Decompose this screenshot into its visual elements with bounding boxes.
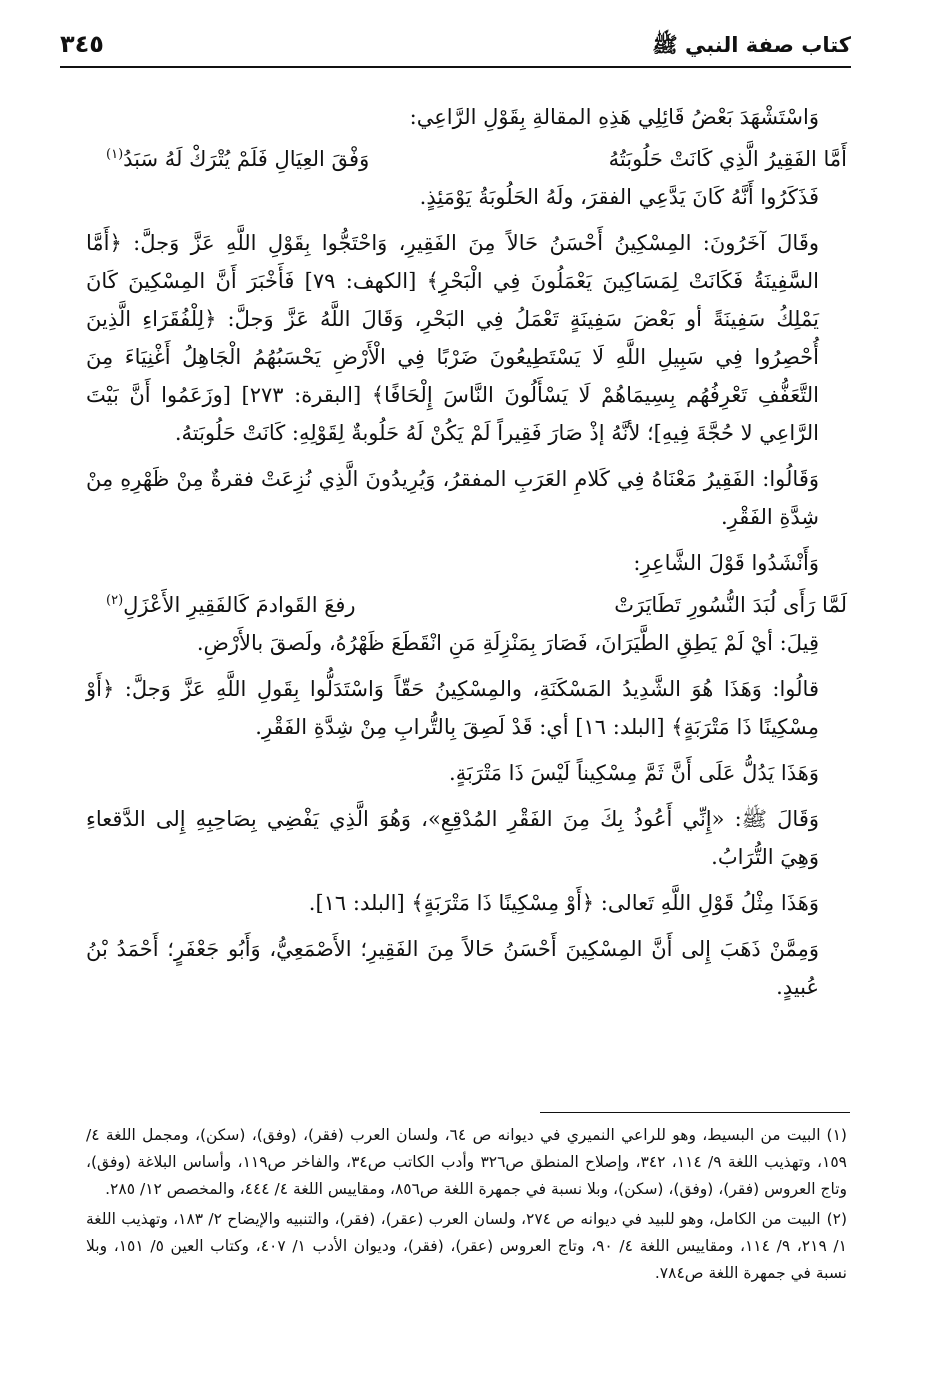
paragraph: وَأَنْشَدُوا قَوْلَ الشَّاعِرِ: [633,551,819,575]
paragraph: وَمِمَّنْ ذَهَبَ إِلى أَنَّ المِسْكِينَ أَحْسَنُ حَالاً مِنَ الفَقِيرِ؛ الأَصْمَعِيُّ، وَأَبُو جَعْفَرٍ؛ أَحْمَدُ بْنُ عُبيدٍ. [86,937,819,999]
paragraph: وَقَالَ ﷺ: «إِنِّي أَعُوذُ بِكَ مِنَ الفَقْرِ المُدْقِعِ»، وَهُوَ الَّذِي يَفْضِي بِصَاحِبِهِ إِلى الدَّقعاءِ وَهِيَ التُّرَابُ. [86,807,819,869]
footnote [86,1206,847,1287]
verse-text: وَفْقَ العِيَالِ فَلَمْ يُتْرَكْ لَهُ سَبَدُ [123,147,370,171]
paragraph: وَاسْتَشْهَدَ بَعْضُ قَائِلِي هَذِهِ المقالةِ بِقَوْلِ الرَّاعِي: [409,105,819,129]
paragraph: قالُوا: وَهَذَا هُوَ الشَّدِيدُ المَسْكَنَةِ، والمِسْكِينُ حَقّاً وَاسْتَدَلُّوا بِقَولِ اللَّهِ عَزَّ وَجلَّ: ﴿أَوْ مِسْكِينًا ذَا مَتْرَبَةٍ﴾ [البلد: ١٦] أي: قَدْ لَصِقَ بِالتُّرابِ مِنْ شِدَّةِ الفَقْرِ. [86,677,819,739]
footnote-number: (١) [826,1126,847,1144]
footnotes [86,1122,847,1290]
running-title: كتاب صفة النبي ﷺ [652,33,851,57]
paragraph: فَذَكَرُوا أَنَّهُ كَانَ يَدَّعِي الفقرَ، ولَهُ الحَلُوبَةُ يَوْمَئِذٍ. [419,185,819,209]
paragraph: وَهَذَا مِثْلُ قَوْلِ اللَّهِ تَعالى: ﴿أَوْ مِسْكِينًا ذَا مَتْرَبَةٍ﴾ [البلد: ١٦]. [308,891,819,915]
paragraph: وَهَذَا يَدُلُّ عَلَى أَنَّ ثَمَّ مِسْكِيناً لَيْسَ ذَا مَتْرَبَةٍ. [449,761,819,785]
poetry-verse [86,136,847,178]
verse-first-hemistich: أَمَّا الفَقِيرُ الَّذِي كَانَتْ حَلُوبَتُهُ [608,147,847,171]
verse-first-hemistich: لَمَّا رَأَى لُبَدَ النُّسُورِ تَطَايَرَتْ [614,593,847,617]
footnote-marker: (١) [106,147,124,162]
poetry-verse [86,582,847,624]
footnote [86,1122,847,1203]
footnote-text: البيت من البسيط، وهو للراعي النميري في ديوانه ص ٦٤، ولسان العرب (فقر)، (وفق)، (سكن)، ومجمل اللغة ٤/ ١٥٩، وتهذيب اللغة ٩/ ١١٤، ٣٤٢، وإصلاح المنطق ص٣٢٦ وأدب الكاتب ص٣٤، والفاخر ص١١٩، وأساس البلاغة (وفق)، وتاج العروس (فقر)، (وفق)، (سكن)، وبلا نسبة في جمهرة اللغة ص٨٥٦، ومقاييس اللغة ٤/ ٤٤٤، والمخصص ١٢/ ٢٨٥. [86,1126,847,1198]
verse-second-hemistich [106,136,369,178]
footnote-separator [540,1112,850,1113]
paragraph: قِيلَ: أيْ لَمْ يَطِقِ الطَّيَرَانَ، فَصَارَ بِمَنْزِلَةِ مَنِ انْقَطَعَ ظَهْرُهُ، ولَصقَ بالأَرْضِ. [196,631,819,655]
page-number: ٣٤٥ [60,30,104,58]
verse-second-hemistich [106,582,356,624]
page-header [60,26,851,68]
main-text [86,98,847,1006]
footnote-text: البيت من الكامل، وهو للبيد في ديوانه ص ٢٧٤، ولسان العرب (عقر)، (فقر)، والتنبيه والإيضاح ٢/ ١٨٣، وتهذيب اللغة ١/ ٢١٩، ٩/ ١١٤، ومقاييس اللغة ٤/ ٩٠، وتاج العروس (عقر)، (فقر)، وديوان الأدب ١/ ٤٠٧، وكتاب العين ٥/ ١٥١، وبلا نسبة في جمهرة اللغة ص٧٨٤. [86,1210,847,1282]
verse-text: رفعَ القَوادمَ كَالفَقِيرِ الأَعْزَلِ [123,593,356,617]
footnote-number: (٢) [826,1210,848,1228]
footnote-marker: (٢) [106,593,124,608]
paragraph: وقَالَ آخَرُونَ: المِسْكِينُ أَحْسَنُ حَالاً مِنَ الفَقِيرِ، وَاحْتَجُّوا بِقَوْلِ اللَّهِ عَزَّ وَجلَّ: ﴿أَمَّا السَّفِينَةُ فَكَانَتْ لِمَسَاكِينَ يَعْمَلُونَ فِي الْبَحْرِ﴾ [الكهف: ٧٩] فَأَخْبَرَ أَنَّ المِسْكِينَ كَانَ يَمْلِكُ سَفِينَةً أو بَعْضَ سَفِينَةٍ تَعْمَلُ فِي البَحْرِ، وَقَالَ اللَّهُ عَزَّ وَجلَّ: ﴿لِلْفُقَرَاءِ الَّذِينَ أُحْصِرُوا فِي سَبِيلِ اللَّهِ لَا يَسْتَطِيعُونَ ضَرْبًا فِي الْأَرْضِ يَحْسَبُهُمُ الْجَاهِلُ أَغْنِيَاءَ مِنَ التَّعَفُّفِ تَعْرِفُهُم بِسِيمَاهُمْ لَا يَسْأَلُونَ النَّاسَ إِلْحَافًا﴾ [البقرة: ٢٧٣] [وزَعَمُوا أَنَّ بَيْتَ الرَّاعِي لا حُجَّةَ فِيهِ]؛ لأنَّهُ إذْ صَارَ فَقِيراً لَمْ يَكُنْ لَهُ حَلُوبةٌ لِقَوْلِهِ: كَانَتْ حَلُوبَتهُ. [86,231,820,445]
paragraph: وَقَالُوا: الفَقِيرُ مَعْنَاهُ فِي كَلامِ العَرَبِ المفقرُ، وَيُرِيدُونَ الَّذِي نُزِعَتْ فقرةٌ مِنْ ظَهْرِهِ مِنْ شِدَّةِ الفَقْرِ. [86,467,819,529]
